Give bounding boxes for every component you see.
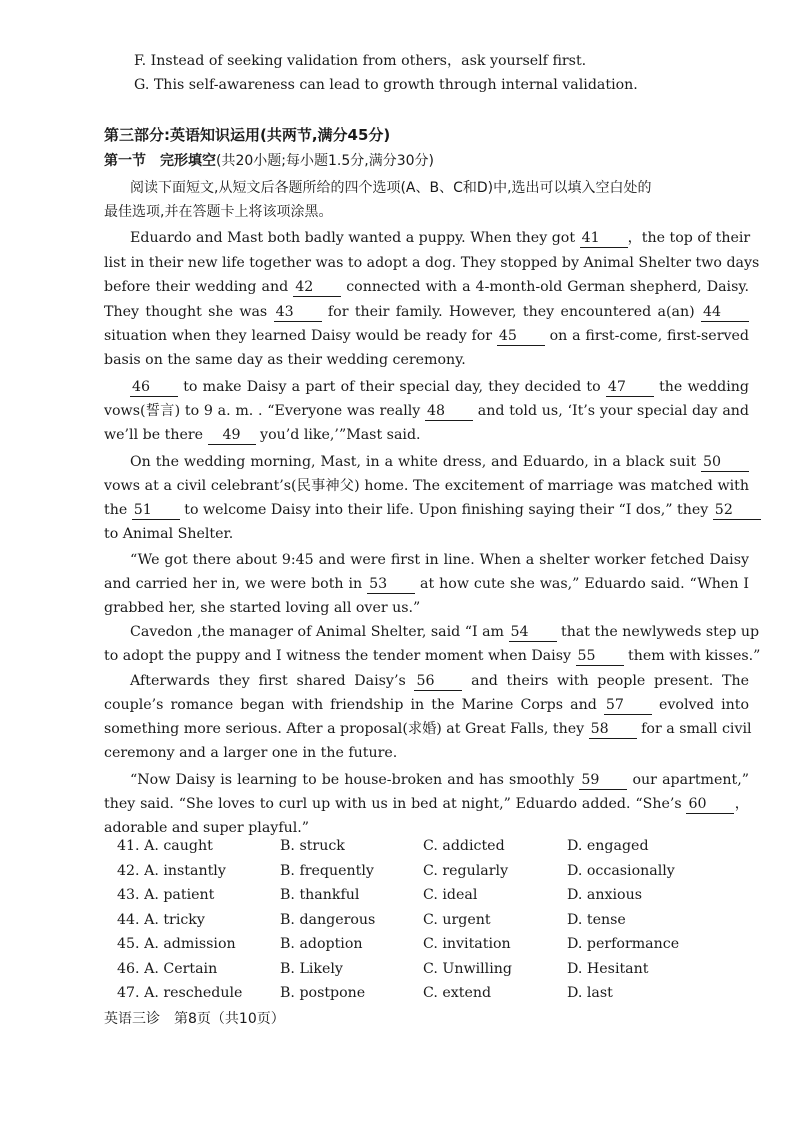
- answer-options: [117, 836, 757, 1008]
- passage-text: the wedding: [653, 379, 750, 395]
- option-d: D. occasionally: [567, 862, 675, 879]
- answer-blank: 59: [579, 772, 627, 790]
- passage-line: [104, 500, 749, 520]
- answer-blank: 45: [497, 328, 545, 346]
- passage-line: [104, 401, 749, 421]
- passage-text: the: [104, 502, 132, 518]
- passage-line: [104, 719, 752, 739]
- passage-line: [104, 350, 749, 370]
- answer-blank: 42: [293, 279, 341, 297]
- passage-text: ，the top of their: [627, 230, 751, 246]
- page-footer: 英语三诊 第8页（共10页）: [104, 1011, 285, 1027]
- answer-blank: 48: [425, 403, 473, 421]
- option-b: B. postpone: [280, 985, 366, 1001]
- option-c: C. invitation: [423, 936, 511, 952]
- passage-line: [104, 377, 749, 397]
- passage-line: [104, 253, 760, 273]
- passage-line: [104, 574, 749, 594]
- passage-line: [104, 550, 749, 570]
- option-d: D. engaged: [567, 838, 649, 854]
- answer-blank: 43: [274, 304, 322, 322]
- passage-text: grabbed her, she started loving all over us.”: [104, 600, 421, 616]
- passage-line: [104, 671, 749, 691]
- passage-text: and told us, ‘It’s your special day and: [473, 403, 749, 419]
- option-d: D. performance: [567, 936, 680, 952]
- option-a: 47. A. reschedule: [117, 985, 243, 1001]
- option-b: B. dangerous: [280, 911, 376, 928]
- passage-text: vows(誓言) to 9 a. m. . “Everyone was really: [104, 403, 426, 419]
- passage-text: ，: [734, 796, 749, 812]
- answer-blank: 52: [713, 502, 761, 520]
- passage-text: They thought she was: [104, 304, 274, 320]
- answer-blank: 49: [208, 427, 256, 445]
- passage-text: adorable and super playful.”: [104, 820, 310, 836]
- passage-line: [104, 302, 749, 322]
- passage-text: we’ll be there: [104, 427, 208, 443]
- answer-blank: 60: [686, 796, 734, 814]
- section-heading: [104, 151, 749, 171]
- passage-line: [104, 425, 749, 445]
- question-row: [117, 983, 757, 1008]
- option-d: D. tense: [567, 911, 626, 928]
- instructions-line-1: 阅读下面短文,从短文后各题所给的四个选项(A、B、C和D)中,选出可以填入空白处的: [130, 180, 652, 196]
- passage-text: list in their new life together was to adopt a dog. They stopped by Animal Shelter two days: [104, 255, 760, 271]
- passage-text: situation when they learned Daisy would be ready for: [104, 328, 497, 344]
- passage-line: [104, 524, 749, 544]
- question-row: [117, 885, 757, 910]
- passage-text: on a first-come, first-served: [544, 328, 749, 344]
- passage-text: Cavedon ,the manager of Animal Shelter, said “I am: [130, 624, 509, 640]
- passage-text: evolved into: [651, 697, 749, 713]
- question-row: [117, 959, 757, 984]
- option-d: D. anxious: [567, 887, 642, 903]
- option-b: B. adoption: [280, 936, 363, 952]
- answer-blank: 47: [606, 379, 654, 397]
- passage-text: Afterwards they first shared Daisy’s: [130, 673, 415, 689]
- option-c: C. Unwilling: [423, 960, 512, 977]
- passage-text: couple’s romance began with friendship in the Marine Corps and: [104, 697, 604, 713]
- passage-text: basis on the same day as their wedding ceremony.: [104, 352, 466, 368]
- passage-text: and theirs with people present. The: [462, 673, 749, 689]
- answer-blank: 50: [701, 454, 749, 472]
- option-c: C. ideal: [423, 887, 478, 903]
- answer-blank: 44: [701, 304, 749, 322]
- passage-text: vows at a civil celebrant’s(民事神父) home. The excitement of marriage was matched with: [104, 478, 749, 494]
- option-b: B. thankful: [280, 887, 360, 903]
- passage-line: [104, 646, 761, 666]
- option-d: D. last: [567, 985, 613, 1001]
- passage-text: before their wedding and: [104, 279, 294, 295]
- question-row: [117, 910, 757, 935]
- option-c: C. urgent: [423, 911, 491, 928]
- passage-text: at how cute she was,” Eduardo said. “When I: [415, 576, 749, 592]
- passage-line: [104, 622, 760, 642]
- passage-text: to adopt the puppy and I witness the tender moment when Daisy: [104, 648, 576, 664]
- passage-text: to welcome Daisy into their life. Upon finishing saying their “I dos,” they: [179, 502, 713, 518]
- section-note: (共20小题;每小题1.5分,满分30分): [216, 153, 434, 169]
- option-a: 41. A. caught: [117, 838, 213, 854]
- option-b: B. struck: [280, 838, 345, 854]
- answer-blank: 57: [604, 697, 652, 715]
- question-row: [117, 934, 757, 959]
- passage-line: [104, 794, 749, 814]
- passage-text: for a small civil: [636, 721, 752, 737]
- passage-text: something more serious. After a proposal(求婚) at Great Falls, they: [104, 721, 589, 737]
- passage-line: [104, 770, 749, 790]
- passage-text: and carried her in, we were both in: [104, 576, 368, 592]
- option-b: B. frequently: [280, 862, 374, 879]
- passage-line: [104, 598, 749, 618]
- passage-text: connected with a 4-month-old German shepherd, Daisy.: [341, 279, 749, 295]
- instructions-line-2: 最佳选项,并在答题卡上将该项涂黑。: [104, 204, 333, 220]
- passage-text: for their family. However, they encountered a(an): [321, 304, 702, 320]
- answer-blank: 51: [132, 502, 180, 520]
- passage-line: [104, 695, 749, 715]
- passage-text: Eduardo and Mast both badly wanted a puppy. When they got: [130, 230, 580, 246]
- question-row: [117, 861, 757, 886]
- question-row: [117, 836, 757, 861]
- passage-line: [104, 452, 749, 472]
- option-a: 45. A. admission: [117, 936, 236, 952]
- option-d: D. Hesitant: [567, 960, 649, 977]
- passage-line: [104, 277, 749, 297]
- option-a: 46. A. Certain: [117, 960, 218, 977]
- option-c: C. extend: [423, 985, 492, 1001]
- option-b: B. Likely: [280, 960, 343, 977]
- passage-text: them with kisses.”: [623, 648, 761, 664]
- answer-blank: 53: [367, 576, 415, 594]
- passage-line: [104, 476, 749, 496]
- part-heading: 第三部分:英语知识运用(共两节,满分45分): [104, 126, 391, 144]
- passage-text: to make Daisy a part of their special day, they decided to: [178, 379, 606, 395]
- answer-blank: 56: [414, 673, 462, 691]
- passage-text: ceremony and a larger one in the future.: [104, 745, 398, 761]
- passage-text: “Now Daisy is learning to be house-broken and has smoothly: [130, 772, 580, 788]
- option-a: 42. A. instantly: [117, 862, 226, 879]
- passage-text: they said. “She loves to curl up with us in bed at night,” Eduardo added. “She’s: [104, 796, 687, 812]
- passage-text: “We got there about 9:45 and were first in line. When a shelter worker fetched Daisy: [130, 552, 749, 568]
- passage-line: [104, 326, 749, 346]
- passage-line: [104, 818, 749, 838]
- option-c: C. regularly: [423, 862, 509, 879]
- passage-line: [104, 743, 749, 763]
- passage-text: that the newlyweds step up: [556, 624, 760, 640]
- passage-text: our apartment,”: [627, 772, 749, 788]
- section-title: 第一节 完形填空: [104, 153, 216, 169]
- passage-line: [104, 228, 749, 248]
- option-g: G. This self-awareness can lead to growth through internal validation.: [134, 77, 638, 93]
- passage-text: you’d like,’”Mast said.: [255, 427, 421, 443]
- answer-blank: 55: [576, 648, 624, 666]
- answer-blank: 41: [580, 230, 628, 248]
- option-a: 44. A. tricky: [117, 911, 205, 928]
- option-a: 43. A. patient: [117, 887, 215, 903]
- passage-text: to Animal Shelter.: [104, 526, 234, 542]
- answer-blank: 54: [509, 624, 557, 642]
- passage-text: On the wedding morning, Mast, in a white dress, and Eduardo, in a black suit: [130, 454, 701, 470]
- option-f: F. Instead of seeking validation from others，ask yourself first.: [134, 53, 587, 69]
- option-c: C. addicted: [423, 838, 505, 854]
- answer-blank: 46: [130, 379, 178, 397]
- answer-blank: 58: [589, 721, 637, 739]
